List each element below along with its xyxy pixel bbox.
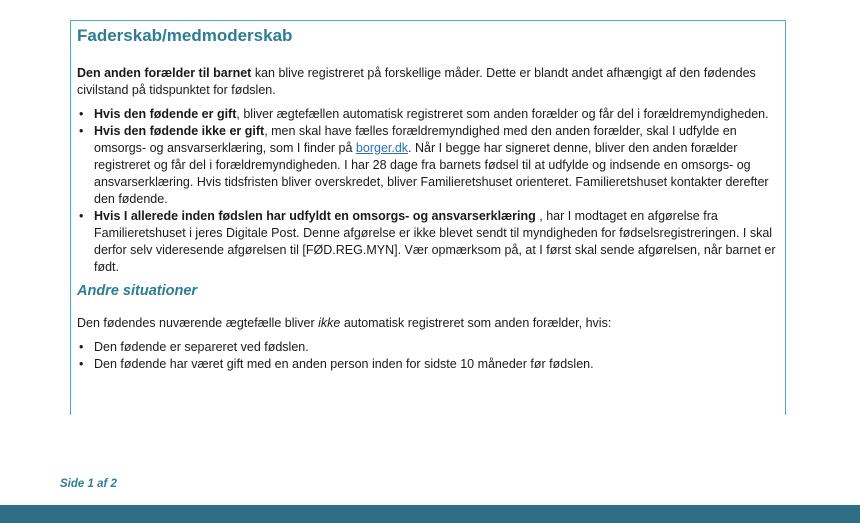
intro-paragraph xyxy=(77,65,785,99)
list-item-text: , men skal have fælles forældremyndighed med den anden forælder, skal I udfylde en omsorgs- og ansvarserklæring, som I finder på xyxy=(94,124,737,155)
situations-intro xyxy=(77,315,785,332)
page-number: Side 1 af 2 xyxy=(60,478,117,490)
list-item-bold: Hvis den fødende er gift xyxy=(94,107,237,121)
list-item xyxy=(79,208,785,276)
list-item xyxy=(79,106,785,123)
situations-intro-text: Den fødendes nuværende ægtefælle bliver xyxy=(77,316,319,330)
list-item xyxy=(79,123,785,208)
list-item-text: Den fødende har været gift med en anden person inden for sidste 10 måneder før fødslen. xyxy=(94,357,594,371)
list-item-bold: Hvis den fødende ikke er gift xyxy=(94,124,265,138)
bullet-icon: • xyxy=(79,209,84,223)
footer-bar xyxy=(0,505,860,523)
situations-list xyxy=(77,339,785,373)
list-item-text: , bliver ægtefællen automatisk registreret som anden forælder og får del i forældremyndigheden. xyxy=(236,107,769,121)
bullet-icon: • xyxy=(79,107,84,121)
intro-bold: Den anden forælder til barnet xyxy=(77,66,252,80)
list-item xyxy=(79,356,785,373)
borger-dk-link[interactable]: borger.dk xyxy=(355,141,409,155)
list-item-text: Den fødende er separeret ved fødslen. xyxy=(94,340,309,354)
bullet-icon: • xyxy=(79,340,84,354)
list-item-bold: Hvis I allerede inden fødslen har udfyldt en omsorgs- og ansvarserklæring xyxy=(94,209,536,223)
situations-intro-italic: ikke xyxy=(318,316,341,330)
situations-intro-text: automatisk registreret som anden forælder, hvis: xyxy=(340,316,612,330)
section-heading: Andre situationer xyxy=(77,283,198,299)
intro-text: kan blive registreret på forskellige måder. Dette er blandt andet afhængigt af den fødendes civilstand på tidspunktet for fødslen. xyxy=(77,66,756,97)
bullet-icon: • xyxy=(79,124,84,138)
page-title: Faderskab/medmoderskab xyxy=(77,26,293,45)
parent-registration-list xyxy=(77,106,785,276)
bullet-icon: • xyxy=(79,357,84,371)
content-frame xyxy=(70,20,786,415)
list-item-text: . Når I begge har signeret denne, bliver den anden forælder registreret og får del i forældremyndigheden. I har 28 dage fra barnets fødsel til at udfylde og indsende en omsorgs- og ansvarserklæring. Hvis tidsfristen bliver overskredet, bliver Familieretshuset orienteret. Familieretshuset kontakter derefter den fødende. xyxy=(94,141,769,206)
list-item-text: , har I modtaget en afgørelse fra Familieretshuset i jeres Digitale Post. Denne afgørelse er ikke blevet sendt til myndigheden for fødselsregistreringen. I skal derfor selv videresende afgørelsen til [FØD.REG.MYN]. Vær opmærksom på, at I først skal sende afgørelsen, når barnet er født. xyxy=(94,209,776,274)
list-item xyxy=(79,339,785,356)
